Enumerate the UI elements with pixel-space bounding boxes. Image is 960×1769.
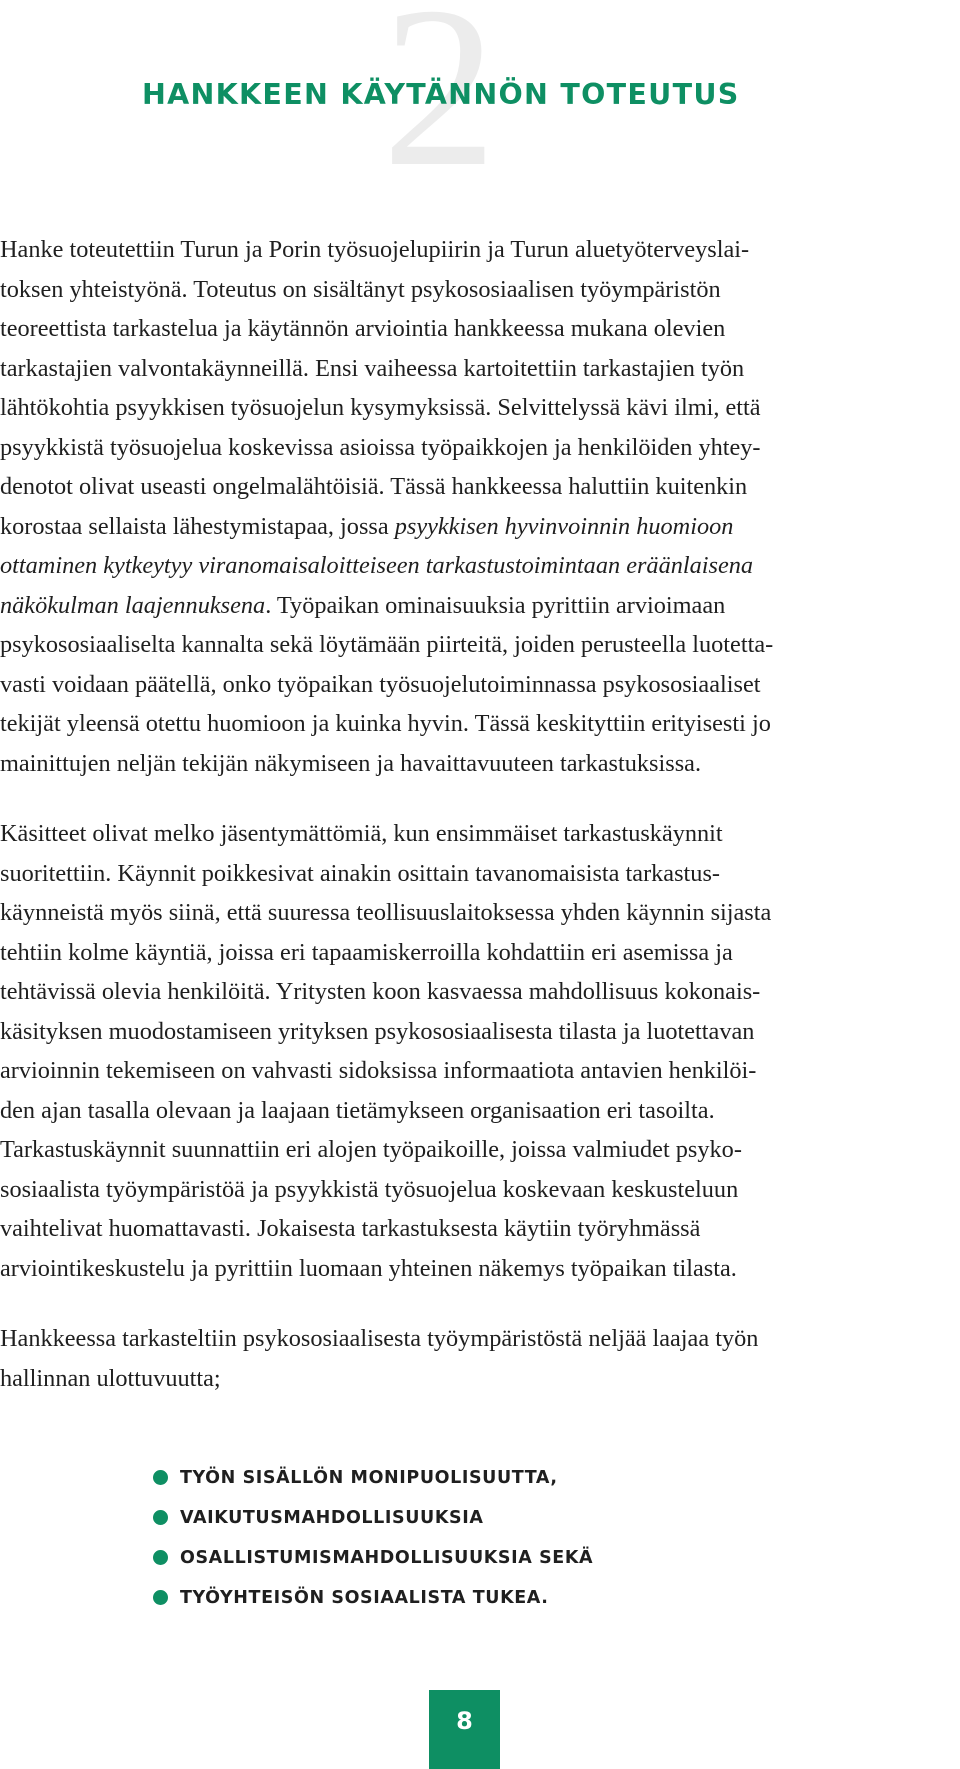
paragraph-3 [0, 1319, 960, 1398]
bullet-label: OSALLISTUMISMAHDOLLISUUKSIA SEKÄ [180, 1548, 594, 1568]
text-line [0, 814, 960, 854]
text-run: mainittujen neljän tekijän näkymiseen ja havaittavuuteen tarkastuksissa. [0, 749, 702, 777]
bullet-list [153, 1462, 593, 1622]
bullet-label: TYÖYHTEISÖN SOSIAALISTA TUKEA. [180, 1588, 549, 1608]
bullet-item [153, 1542, 593, 1582]
text-run: hallinnan ulottuvuutta; [0, 1364, 221, 1392]
bullet-label: VAIKUTUSMAHDOLLISUUKSIA [180, 1508, 484, 1528]
italic-text: ottaminen kytkeytyy viranomaisaloitteiseen tarkastustoimintaan eräänlaisena [0, 552, 754, 579]
text-line [0, 467, 960, 507]
text-line [0, 546, 960, 586]
bullet-dot-icon [153, 1510, 168, 1525]
chapter-number-watermark: 2 [382, 0, 497, 214]
text-line [0, 744, 960, 784]
bullet-item [153, 1462, 593, 1502]
paragraph-2 [0, 814, 960, 1288]
text-run: Käsitteet olivat melko jäsentymättömiä, kun ensimmäiset tarkastuskäynnit [0, 820, 723, 847]
text-run: vaihtelivat huomattavasti. Jokaisesta tarkastuksesta käytiin työryhmässä [0, 1215, 701, 1242]
italic-text: psyykkisen hyvinvoinnin huomioon [394, 512, 734, 540]
chapter-title: HANKKEEN KÄYTÄNNÖN TOTEUTUS [142, 78, 740, 111]
text-line [0, 1091, 960, 1131]
text-run: sosiaalista työympäristöä ja psyykkistä työsuojelua koskevaan keskusteluun [0, 1175, 739, 1203]
text-line [0, 309, 960, 349]
bullet-dot-icon [153, 1590, 168, 1605]
text-line [0, 1249, 960, 1289]
text-line [0, 388, 960, 428]
text-line [0, 1012, 960, 1052]
text-line [0, 349, 960, 389]
text-line [0, 1359, 960, 1399]
italic-text: näkökulman laajennuksena [0, 591, 266, 619]
text-run: Hanke toteutettiin Turun ja Porin työsuojelupiirin ja Turun aluetyöterveyslai- [0, 236, 750, 263]
text-line [0, 1130, 960, 1170]
text-run: tarkastajien valvontakäynneillä. Ensi vaiheessa kartoitettiin tarkastajien työn [0, 354, 745, 382]
text-run: . Työpaikan ominaisuuksia pyrittiin arvioimaan [265, 591, 726, 619]
text-run: lähtökohtia psyykkisen työsuojelun kysymyksissä. Selvittelyssä kävi ilmi, että [0, 394, 761, 421]
text-line [0, 1051, 960, 1091]
text-line [0, 933, 960, 973]
text-run: vasti voidaan päätellä, onko työpaikan työsuojelutoiminnassa psykososiaaliset [0, 670, 761, 698]
text-line [0, 507, 960, 547]
text-line [0, 704, 960, 744]
text-run: arviointikeskustelu ja pyrittiin luomaan yhteinen näkemys työpaikan tilasta. [0, 1254, 737, 1282]
text-run: Tarkastuskäynnit suunnattiin eri alojen työpaikoille, joissa valmiudet psyko- [0, 1136, 742, 1163]
text-run: suoritettiin. Käynnit poikkesivat ainakin osittain tavanomaisista tarkastus- [0, 859, 720, 887]
text-run: teoreettista tarkastelua ja käytännön arviointia hankkeessa mukana olevien [0, 315, 726, 342]
text-line [0, 665, 960, 705]
bullet-label: TYÖN SISÄLLÖN MONIPUOLISUUTTA, [180, 1468, 558, 1488]
text-line [0, 230, 960, 270]
body-text [0, 230, 960, 1398]
text-line [0, 270, 960, 310]
page-number: 8 [429, 1690, 500, 1769]
text-line [0, 854, 960, 894]
text-run: tehtiin kolme käyntiä, joissa eri tapaamiskerroilla kohdattiin eri asemissa ja [0, 938, 733, 966]
text-line [0, 428, 960, 468]
text-line [0, 972, 960, 1012]
text-run: arvioinnin tekemiseen on vahvasti sidoksissa informaatiota antavien henkilöi- [0, 1057, 757, 1084]
text-line [0, 586, 960, 626]
text-line [0, 1170, 960, 1210]
text-run: korostaa sellaista lähestymistapaa, jossa [0, 512, 395, 540]
text-run: den ajan tasalla olevaan ja laajaan tietämykseen organisaation eri tasoilta. [0, 1096, 715, 1124]
text-run: psyykkistä työsuojelua koskevissa asioissa työpaikkojen ja henkilöiden yhtey- [0, 433, 761, 461]
paragraph-spacer [0, 1288, 960, 1319]
text-run: tehtävissä olevia henkilöitä. Yritysten koon kasvaessa mahdollisuus kokonais- [0, 978, 761, 1005]
text-run: käsityksen muodostamiseen yrityksen psykososiaalisesta tilasta ja luotettavan [0, 1017, 755, 1045]
text-run: Hankkeessa tarkasteltiin psykososiaalisesta työympäristöstä neljää laajaa työn [0, 1325, 759, 1352]
text-run: käynneistä myös siinä, että suuressa teollisuuslaitoksessa yhden käynnin sijasta [0, 899, 772, 926]
text-line [0, 625, 960, 665]
bullet-item [153, 1502, 593, 1542]
bullet-dot-icon [153, 1470, 168, 1485]
text-run: psykososiaaliselta kannalta sekä löytämään piirteitä, joiden perusteella luotetta- [0, 631, 774, 658]
text-line [0, 893, 960, 933]
text-run: toksen yhteistyönä. Toteutus on sisältänyt psykososiaalisen työympäristön [0, 275, 721, 303]
paragraph-spacer [0, 783, 960, 814]
bullet-dot-icon [153, 1550, 168, 1565]
text-run: tekijät yleensä otettu huomioon ja kuinka hyvin. Tässä keskityttiin erityisesti jo [0, 710, 771, 737]
bullet-item [153, 1582, 593, 1622]
text-line [0, 1209, 960, 1249]
text-run: denotot olivat useasti ongelmalähtöisiä. Tässä hankkeessa haluttiin kuitenkin [0, 473, 748, 500]
paragraph-1 [0, 230, 960, 783]
text-line [0, 1319, 960, 1359]
